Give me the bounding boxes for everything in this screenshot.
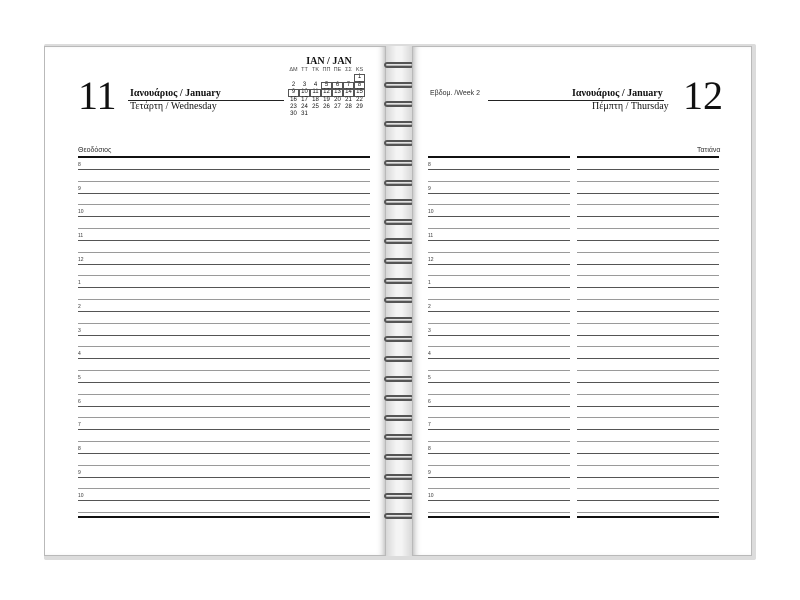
ruled-line [577,429,719,430]
ruled-line [78,477,370,478]
ruled-line [577,275,719,276]
calendar-day-cell: 24 [301,103,308,110]
calendar-day-cell: 28 [345,103,352,110]
calendar-day-cell: 22 [356,96,363,103]
calendar-day-cell: 11 [310,89,321,96]
calendar-day-cell: 25 [312,103,319,110]
hour-label: 8 [428,162,431,168]
right-day-number: 12 [683,73,723,118]
hour-label: 6 [78,399,81,405]
ruled-line [428,429,570,430]
spiral-coil [384,238,414,244]
hour-label: 6 [428,399,431,405]
hour-label: 4 [78,351,81,357]
ruled-line [78,453,370,454]
ruled-line [577,441,719,442]
spiral-coil [384,199,414,205]
calendar-day-cell: 29 [356,103,363,110]
ruled-line [78,311,370,312]
hour-label: 10 [428,209,434,215]
calendar-day-cell [332,111,343,118]
hour-label: 7 [428,422,431,428]
ruled-line [78,500,370,501]
calendar-day-cell: 13 [332,89,343,96]
ruled-line [78,417,370,418]
ruled-line [78,358,370,359]
hour-label: 5 [78,375,81,381]
calendar-day-cell: 4 [313,81,318,88]
ruled-line [78,465,370,466]
ruled-line [428,311,570,312]
ruled-line [577,264,719,265]
hour-label: 12 [78,257,84,263]
calendar-day-header: ΣΣ [345,67,352,73]
calendar-day-cell [354,111,365,118]
right-top-rule-col2 [577,156,719,158]
ruled-line [577,216,719,217]
spiral-coil [384,82,414,88]
calendar-day-cell: 18 [312,96,319,103]
ruled-line [428,252,570,253]
spiral-coil [384,317,414,323]
mini-calendar-grid [288,67,370,119]
spiral-coil [384,101,414,107]
ruled-line [577,465,719,466]
calendar-day-cell: 1 [354,74,365,81]
ruled-line [428,453,570,454]
ruled-line [78,335,370,336]
ruled-line [577,287,719,288]
ruled-line [428,299,570,300]
ruled-line [78,252,370,253]
calendar-day-cell: 6 [332,82,343,89]
ruled-line [78,429,370,430]
ruled-line [577,228,719,229]
ruled-line [78,228,370,229]
calendar-day-cell: 9 [288,89,299,96]
ruled-line [428,287,570,288]
ruled-line [428,417,570,418]
calendar-day-cell: 2 [291,81,296,88]
ruled-line [577,346,719,347]
hour-label: 8 [78,162,81,168]
calendar-day-cell: 23 [290,103,297,110]
ruled-line [428,240,570,241]
calendar-day-cell [343,74,354,81]
ruled-line [428,193,570,194]
ruled-line [78,299,370,300]
ruled-line [78,370,370,371]
ruled-line [78,394,370,395]
hour-label: 8 [428,446,431,452]
hour-label: 10 [428,493,434,499]
ruled-line [78,193,370,194]
spiral-coil [384,62,414,68]
ruled-line [428,370,570,371]
right-bottom-rule-col2 [577,516,719,518]
hour-label: 9 [78,186,81,192]
calendar-day-cell: 30 [290,111,297,118]
left-top-rule [78,156,370,158]
calendar-day-header: ΠΠ [322,67,331,73]
ruled-line [428,216,570,217]
hour-label: 3 [78,328,81,334]
ruled-line [78,169,370,170]
ruled-line [577,394,719,395]
ruled-line [577,299,719,300]
calendar-day-cell: 5 [321,82,332,89]
ruled-line [428,394,570,395]
ruled-line [428,169,570,170]
calendar-day-cell [288,74,299,81]
hour-label: 9 [428,186,431,192]
spiral-coil [384,180,414,186]
left-bottom-rule [78,516,370,518]
ruled-line [577,181,719,182]
calendar-day-cell: 15 [354,89,365,96]
ruled-line [428,181,570,182]
calendar-day-cell: 21 [345,96,352,103]
hour-label: 5 [428,375,431,381]
hour-label: 3 [428,328,431,334]
right-weekday-label: Πέμπτη / Thursday [592,101,669,112]
spiral-coil [384,336,414,342]
ruled-line [428,264,570,265]
left-page [44,46,386,556]
ruled-line [428,228,570,229]
calendar-day-header: ΤΚ [311,67,320,73]
spiral-coil [384,121,414,127]
left-day-number: 11 [78,73,117,118]
left-month-label: Ιανουάριος / January [130,88,221,99]
ruled-line [78,323,370,324]
right-top-rule-col1 [428,156,570,158]
spiral-coil [384,434,414,440]
calendar-day-cell: 14 [343,89,354,96]
spiral-coil [384,356,414,362]
ruled-line [428,441,570,442]
ruled-line [428,406,570,407]
right-month-label: Ιανουάριος / January [572,88,663,99]
ruled-line [577,311,719,312]
spiral-coil [384,415,414,421]
ruled-line [577,252,719,253]
ruled-line [428,465,570,466]
calendar-day-header: ΤΤ [301,67,308,73]
hour-label: 11 [428,233,434,239]
ruled-line [577,370,719,371]
ruled-line [577,169,719,170]
spiral-coil [384,160,414,166]
right-page [412,46,752,556]
ruled-line [78,181,370,182]
ruled-line [577,488,719,489]
spiral-coil [384,513,414,519]
ruled-line [577,500,719,501]
calendar-day-header: ΔΜ [289,67,298,73]
right-bottom-rule-col1 [428,516,570,518]
ruled-line [78,512,370,513]
ruled-line [577,382,719,383]
hour-label: 8 [78,446,81,452]
ruled-line [428,346,570,347]
calendar-day-cell: 3 [302,81,307,88]
ruled-line [577,204,719,205]
calendar-day-header: ΠΕ [333,67,342,73]
hour-label: 9 [78,470,81,476]
calendar-day-header: ΚS [355,67,364,73]
hour-label: 9 [428,470,431,476]
ruled-line [577,358,719,359]
calendar-day-cell: 17 [301,96,308,103]
hour-label: 2 [78,304,81,310]
ruled-line [78,240,370,241]
hour-label: 12 [428,257,434,263]
ruled-line [577,193,719,194]
ruled-line [428,204,570,205]
spiral-coil [384,454,414,460]
calendar-day-cell: 12 [321,89,332,96]
ruled-line [577,406,719,407]
calendar-day-cell: 8 [354,82,365,89]
mini-calendar [288,56,370,119]
calendar-day-cell [299,74,310,81]
spiral-coil [384,493,414,499]
calendar-day-cell: 31 [301,111,308,118]
ruled-line [577,417,719,418]
hour-label: 1 [78,280,81,286]
calendar-day-cell [343,111,354,118]
calendar-day-cell: 20 [334,96,341,103]
ruled-line [428,275,570,276]
calendar-day-cell: 10 [299,89,310,96]
ruled-line [78,406,370,407]
calendar-day-cell [321,111,332,118]
spiral-coil [384,474,414,480]
ruled-line [577,240,719,241]
ruled-line [78,488,370,489]
ruled-line [428,358,570,359]
ruled-line [78,382,370,383]
left-nameday-label: Θεοδόσιος [78,147,112,154]
ruled-line [428,500,570,501]
calendar-day-cell: 26 [323,103,330,110]
ruled-line [78,216,370,217]
spiral-coil [384,258,414,264]
left-weekday-label: Τετάρτη / Wednesday [130,101,217,112]
ruled-line [577,323,719,324]
calendar-day-cell [310,111,321,118]
hour-label: 4 [428,351,431,357]
ruled-line [428,488,570,489]
ruled-line [78,204,370,205]
spiral-coil [384,395,414,401]
ruled-line [78,441,370,442]
ruled-line [78,346,370,347]
ruled-line [577,453,719,454]
hour-label: 11 [78,233,84,239]
spiral-coil [384,140,414,146]
ruled-line [577,512,719,513]
week-label: Εβδομ. /Week 2 [430,90,480,97]
calendar-day-cell: 27 [334,103,341,110]
calendar-day-cell [310,74,321,81]
ruled-line [78,275,370,276]
spiral-coil [384,278,414,284]
calendar-day-cell [332,74,343,81]
ruled-line [78,264,370,265]
mini-calendar-title: ΙΑΝ / JAN [306,56,352,67]
ruled-line [428,323,570,324]
spiral-coil [384,219,414,225]
calendar-day-cell: 19 [323,96,330,103]
hour-label: 10 [78,209,84,215]
calendar-day-cell: 16 [290,96,297,103]
hour-label: 1 [428,280,431,286]
ruled-line [428,335,570,336]
ruled-line [78,287,370,288]
calendar-day-cell [321,74,332,81]
hour-label: 7 [78,422,81,428]
ruled-line [577,477,719,478]
spiral-coil [384,297,414,303]
ruled-line [577,335,719,336]
spiral-coil [384,376,414,382]
ruled-line [428,477,570,478]
ruled-line [428,512,570,513]
calendar-day-cell: 7 [343,82,354,89]
hour-label: 10 [78,493,84,499]
hour-label: 2 [428,304,431,310]
right-nameday-label: Τατιάνα [697,147,721,154]
ruled-line [428,382,570,383]
